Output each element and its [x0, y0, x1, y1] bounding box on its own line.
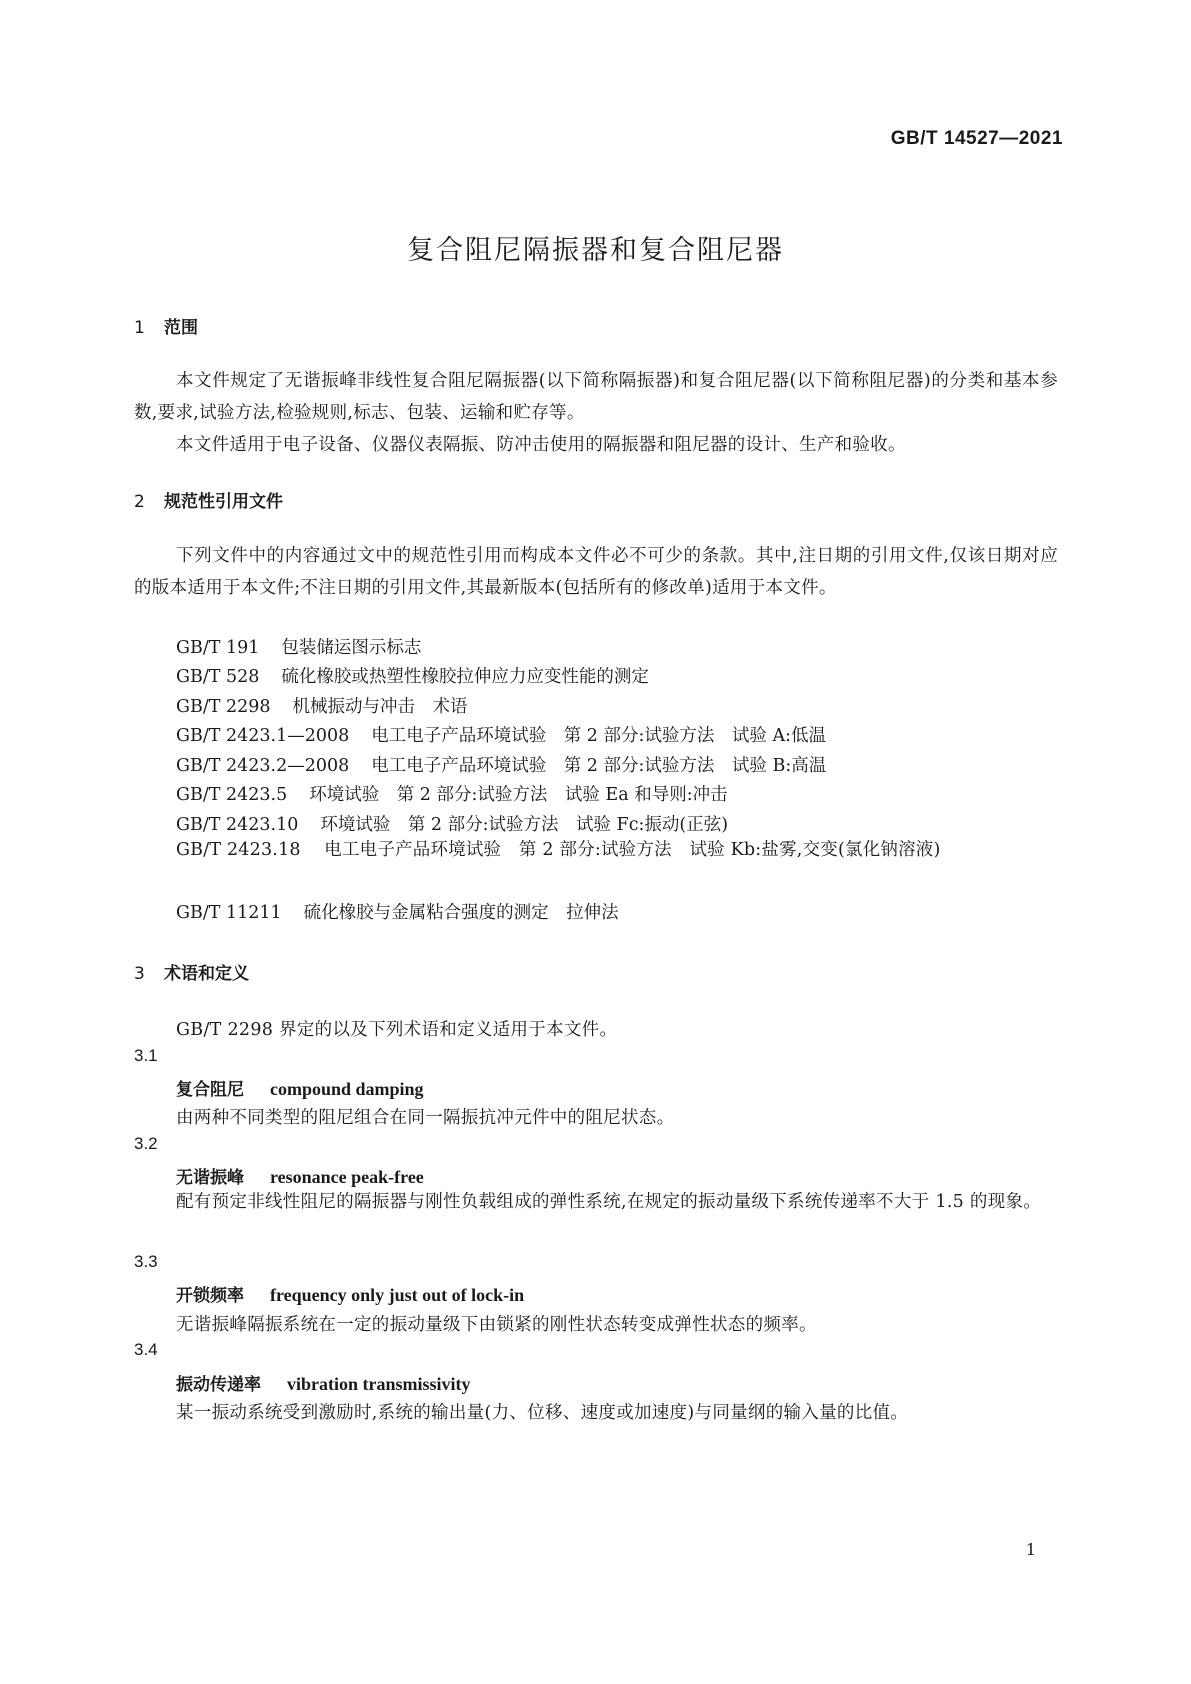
term-chinese: 振动传递率	[176, 1375, 261, 1395]
reference-title: 环境试验 第 2 部分:试验方法 试验 Ea 和导则:冲击	[309, 785, 728, 805]
reference-code: GB/T 2298	[176, 697, 271, 717]
reference-title: 硫化橡胶与金属粘合强度的测定 拉伸法	[303, 903, 619, 923]
page-number: 1	[1025, 1540, 1036, 1559]
standard-number: GB/T 14527—2021	[890, 128, 1063, 149]
term-entry	[176, 1281, 524, 1306]
term-definition: 某一振动系统受到激励时,系统的输出量(力、位移、速度或加速度)与同量纲的输入量的比值。	[176, 1403, 909, 1423]
reference-title: 电工电子产品环境试验 第 2 部分:试验方法 试验 A:低温	[371, 726, 827, 746]
reference-item	[176, 663, 649, 688]
reference-code: GB/T 2423.1—2008	[176, 726, 350, 746]
term-definition	[134, 1186, 1058, 1218]
reference-title: 机械振动与冲击 术语	[292, 697, 468, 717]
references-intro	[134, 540, 1058, 604]
reference-title: 硫化橡胶或热塑性橡胶拉伸应力应变性能的测定	[281, 667, 649, 687]
clause-number: 3.4	[134, 1340, 158, 1359]
reference-code: GB/T 191	[176, 638, 260, 658]
reference-title: 环境试验 第 2 部分:试验方法 试验 Fc:振动(正弦)	[320, 815, 729, 835]
reference-code: GB/T 11211	[176, 903, 282, 923]
clause-number: 3.2	[134, 1134, 158, 1153]
scope-paragraph: 本文件规定了无谐振峰非线性复合阻尼隔振器(以下简称隔振器)和复合阻尼器(以下简称阻尼器)的分类和基本参数,要求,试验方法,检验规则,标志、包装、运输和贮存等。	[134, 371, 1058, 423]
reference-item	[134, 834, 1058, 866]
reference-item	[176, 634, 421, 659]
reference-code: GB/T 528	[176, 667, 260, 687]
reference-code: GB/T 2423.18	[176, 840, 301, 860]
reference-item	[176, 693, 468, 718]
section-number: 2	[134, 492, 145, 512]
document-title: 复合阻尼隔振器和复合阻尼器	[407, 235, 784, 266]
section-title: 术语和定义	[164, 964, 249, 984]
clause-number: 3.3	[134, 1252, 158, 1271]
term-definition: 由两种不同类型的阻尼组合在同一隔振抗冲元件中的阻尼状态。	[176, 1108, 675, 1128]
reference-item	[176, 722, 826, 747]
section-title: 规范性引用文件	[164, 492, 283, 512]
reference-item	[176, 752, 826, 777]
reference-code: GB/T 2423.5	[176, 785, 288, 805]
term-english: compound damping	[270, 1079, 424, 1099]
clause-number: 3.1	[134, 1046, 158, 1065]
term-english: frequency only just out of lock-in	[270, 1285, 525, 1305]
terms-intro: GB/T 2298 界定的以及下列术语和定义适用于本文件。	[176, 1020, 618, 1040]
term-chinese: 复合阻尼	[176, 1080, 244, 1100]
section-title: 范围	[164, 318, 198, 338]
reference-code: GB/T 2423.10	[176, 815, 299, 835]
reference-title: 电工电子产品环境试验 第 2 部分:试验方法 试验 B:高温	[371, 756, 827, 776]
term-definition: 无谐振峰隔振系统在一定的振动量级下由锁紧的刚性状态转变成弹性状态的频率。	[176, 1315, 817, 1335]
scope-body	[134, 365, 1058, 461]
section-heading-references	[134, 487, 283, 512]
reference-code: GB/T 2423.2—2008	[176, 756, 350, 776]
reference-title: 电工电子产品环境试验 第 2 部分:试验方法 试验 Kb:盐雾,交变(氯化钠溶液)	[324, 840, 941, 860]
term-entry	[176, 1075, 424, 1100]
term-english: vibration transmissivity	[287, 1374, 471, 1394]
section-heading-terms	[134, 959, 249, 984]
reference-item	[176, 781, 728, 806]
references-intro-paragraph: 下列文件中的内容通过文中的规范性引用而构成本文件必不可少的条款。其中,注日期的引用文件,仅该日期对应的版本适用于本文件;不注日期的引用文件,其最新版本(包括所有的修改单)适用于本文件。	[134, 546, 1058, 598]
term-definition-text: 配有预定非线性阻尼的隔振器与刚性负载组成的弹性系统,在规定的振动量级下系统传递率不大于 1.5 的现象。	[176, 1192, 1042, 1212]
section-heading-scope	[134, 313, 198, 338]
reference-title: 包装储运图示标志	[281, 638, 422, 658]
term-entry	[176, 1163, 424, 1188]
section-number: 3	[134, 964, 145, 984]
reference-item	[176, 899, 619, 924]
scope-paragraph: 本文件适用于电子设备、仪器仪表隔振、防冲击使用的隔振器和阻尼器的设计、生产和验收。	[176, 435, 906, 455]
reference-line	[134, 834, 1058, 866]
reference-item	[176, 811, 728, 836]
section-number: 1	[134, 318, 145, 338]
term-entry	[176, 1370, 471, 1395]
term-chinese: 无谐振峰	[176, 1168, 244, 1188]
term-english: resonance peak-free	[270, 1167, 424, 1187]
term-chinese: 开锁频率	[176, 1286, 244, 1306]
